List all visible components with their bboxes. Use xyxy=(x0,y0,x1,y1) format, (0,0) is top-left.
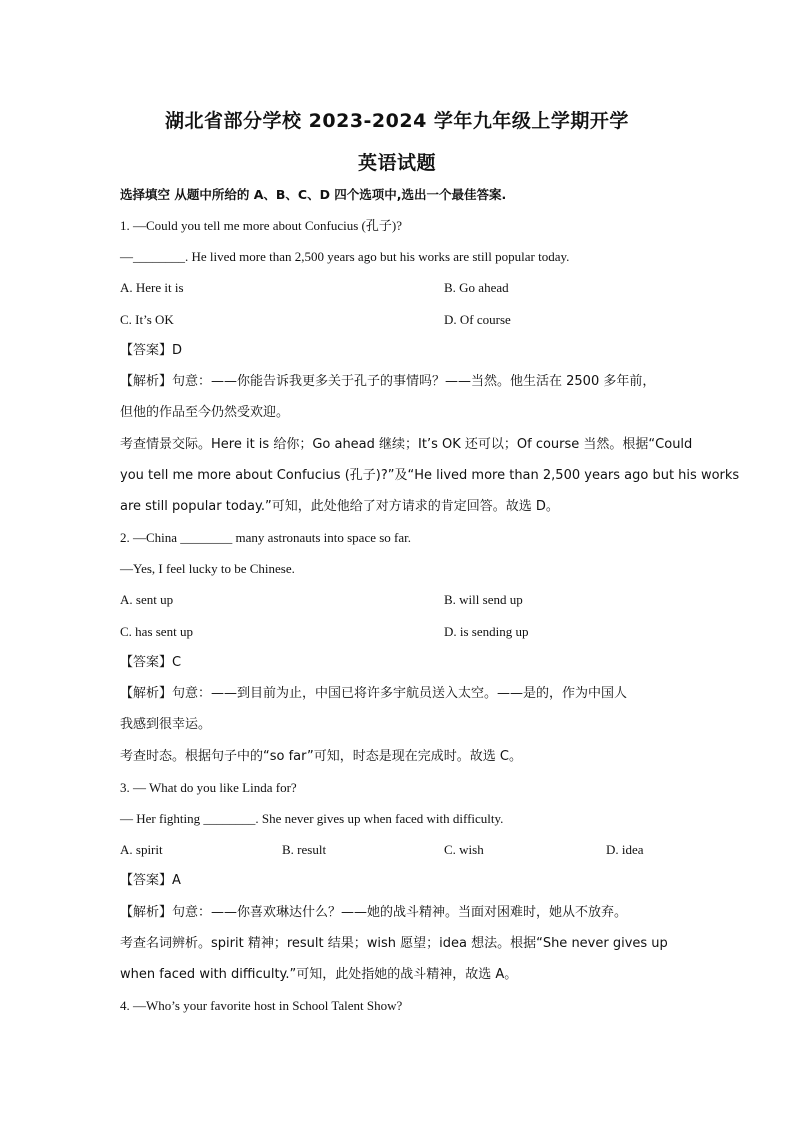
q2-answer: 【答案】C xyxy=(120,655,182,670)
q1-analysis-line: 【解析】句意：——你能告诉我更多关于孔子的事情吗？——当然。他生活在 2500 多年前， xyxy=(120,374,656,389)
q2-option-c: C. has sent up xyxy=(120,624,193,639)
q2-analysis-line: 考查时态。根据句子中的“so far”可知，时态是现在完成时。故选 C。 xyxy=(120,749,522,764)
q1-analysis-line: are still popular today.”可知，此处他给了对方请求的肯定回答。故选 D。 xyxy=(120,499,559,514)
q1-option-b: B. Go ahead xyxy=(444,280,509,295)
q2-option-a: A. sent up xyxy=(120,592,174,607)
q1-option-c: C. It’s OK xyxy=(120,312,174,327)
q1-option-d: D. Of course xyxy=(444,312,511,327)
q3-analysis-line: 【解析】句意：——你喜欢琳达什么？——她的战斗精神。当面对困难时，她从不放弃。 xyxy=(120,905,628,920)
q1-analysis-line: 但他的作品至今仍然受欢迎。 xyxy=(120,405,290,420)
q2-analysis-line: 【解析】句意：——到目前为止，中国已将许多宇航员送入太空。——是的，作为中国人 xyxy=(120,686,628,701)
q2-option-b: B. will send up xyxy=(444,592,523,607)
section-heading: 选择填空 从题中所给的 A、B、C、D 四个选项中,选出一个最佳答案. xyxy=(120,187,507,202)
q1-analysis-line: you tell me more about Confucius (孔子)?”及“He lived more than 2,500 years ago but his works xyxy=(120,468,740,483)
q1-stem: 1. —Could you tell me more about Confucius (孔子)? xyxy=(120,218,402,233)
q2-analysis-line: 我感到很幸运。 xyxy=(120,717,212,732)
q3-dialog: — Her fighting ________. She never gives up when faced with difficulty. xyxy=(120,811,504,826)
q3-analysis-line: when faced with difficulty.”可知，此处指她的战斗精神，故选 A。 xyxy=(120,967,518,982)
q1-dialog: —________. He lived more than 2,500 years ago but his works are still popular today. xyxy=(120,249,570,264)
q2-stem: 2. —China ________ many astronauts into space so far. xyxy=(120,530,412,545)
document-subtitle: 英语试题 xyxy=(357,152,436,174)
q3-stem: 3. — What do you like Linda for? xyxy=(120,780,297,795)
q3-option-a: A. spirit xyxy=(120,842,163,857)
q3-option-c: C. wish xyxy=(444,842,484,857)
q1-analysis-line: 考查情景交际。Here it is 给你；Go ahead 继续；It’s OK 还可以；Of course 当然。根据“Could xyxy=(120,437,693,452)
q4-stem: 4. —Who’s your favorite host in School Talent Show? xyxy=(120,998,403,1013)
q3-option-b: B. result xyxy=(282,842,327,857)
document-title: 湖北省部分学校 2023-2024 学年九年级上学期开学 xyxy=(165,110,629,132)
q2-option-d: D. is sending up xyxy=(444,624,529,639)
q3-option-d: D. idea xyxy=(606,842,644,857)
q2-dialog: —Yes, I feel lucky to be Chinese. xyxy=(120,561,295,576)
q3-analysis-line: 考查名词辨析。spirit 精神；result 结果；wish 愿望；idea 想法。根据“She never gives up xyxy=(120,936,668,951)
q3-answer: 【答案】A xyxy=(120,873,181,888)
q1-option-a: A. Here it is xyxy=(120,280,184,295)
q1-answer: 【答案】D xyxy=(120,343,183,358)
